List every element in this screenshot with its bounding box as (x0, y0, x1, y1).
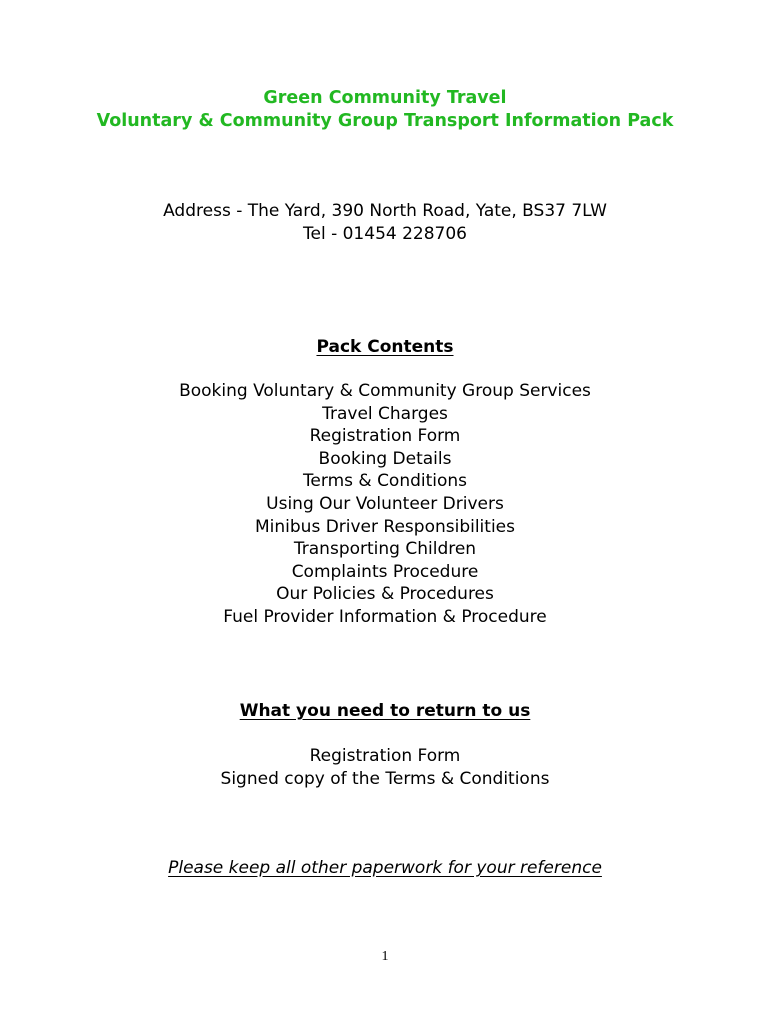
list-item: Registration Form (309, 746, 461, 766)
list-item: Transporting Children (293, 539, 477, 560)
document-title-line-1: Green Community Travel (263, 88, 507, 108)
page-number: 1 (381, 949, 389, 964)
list-item: Terms & Conditions (302, 471, 468, 492)
list-item: Booking Details (318, 448, 452, 469)
telephone-line: Tel - 01454 228706 (303, 224, 467, 244)
list-item: Complaints Procedure (291, 561, 479, 582)
document-title-line-2: Voluntary & Community Group Transport Information Pack (96, 111, 674, 131)
return-items-list (0, 745, 770, 790)
list-item: Signed copy of the Terms & Conditions (220, 768, 550, 789)
list-item: Minibus Driver Responsibilities (254, 516, 515, 537)
list-item: Travel Charges (322, 403, 448, 424)
return-items-heading: What you need to return to us (239, 701, 531, 721)
pack-contents-heading: Pack Contents (316, 337, 454, 357)
list-item: Using Our Volunteer Drivers (266, 493, 504, 514)
list-item: Registration Form (309, 426, 461, 447)
address-line: Address - The Yard, 390 North Road, Yate, BS37 7LW (163, 201, 607, 221)
list-item: Booking Voluntary & Community Group Services (179, 381, 591, 401)
pack-contents-list (0, 380, 770, 629)
list-item: Our Policies & Procedures (276, 584, 494, 605)
list-item: Fuel Provider Information & Procedure (223, 606, 547, 627)
reference-note: Please keep all other paperwork for your reference (168, 858, 602, 878)
